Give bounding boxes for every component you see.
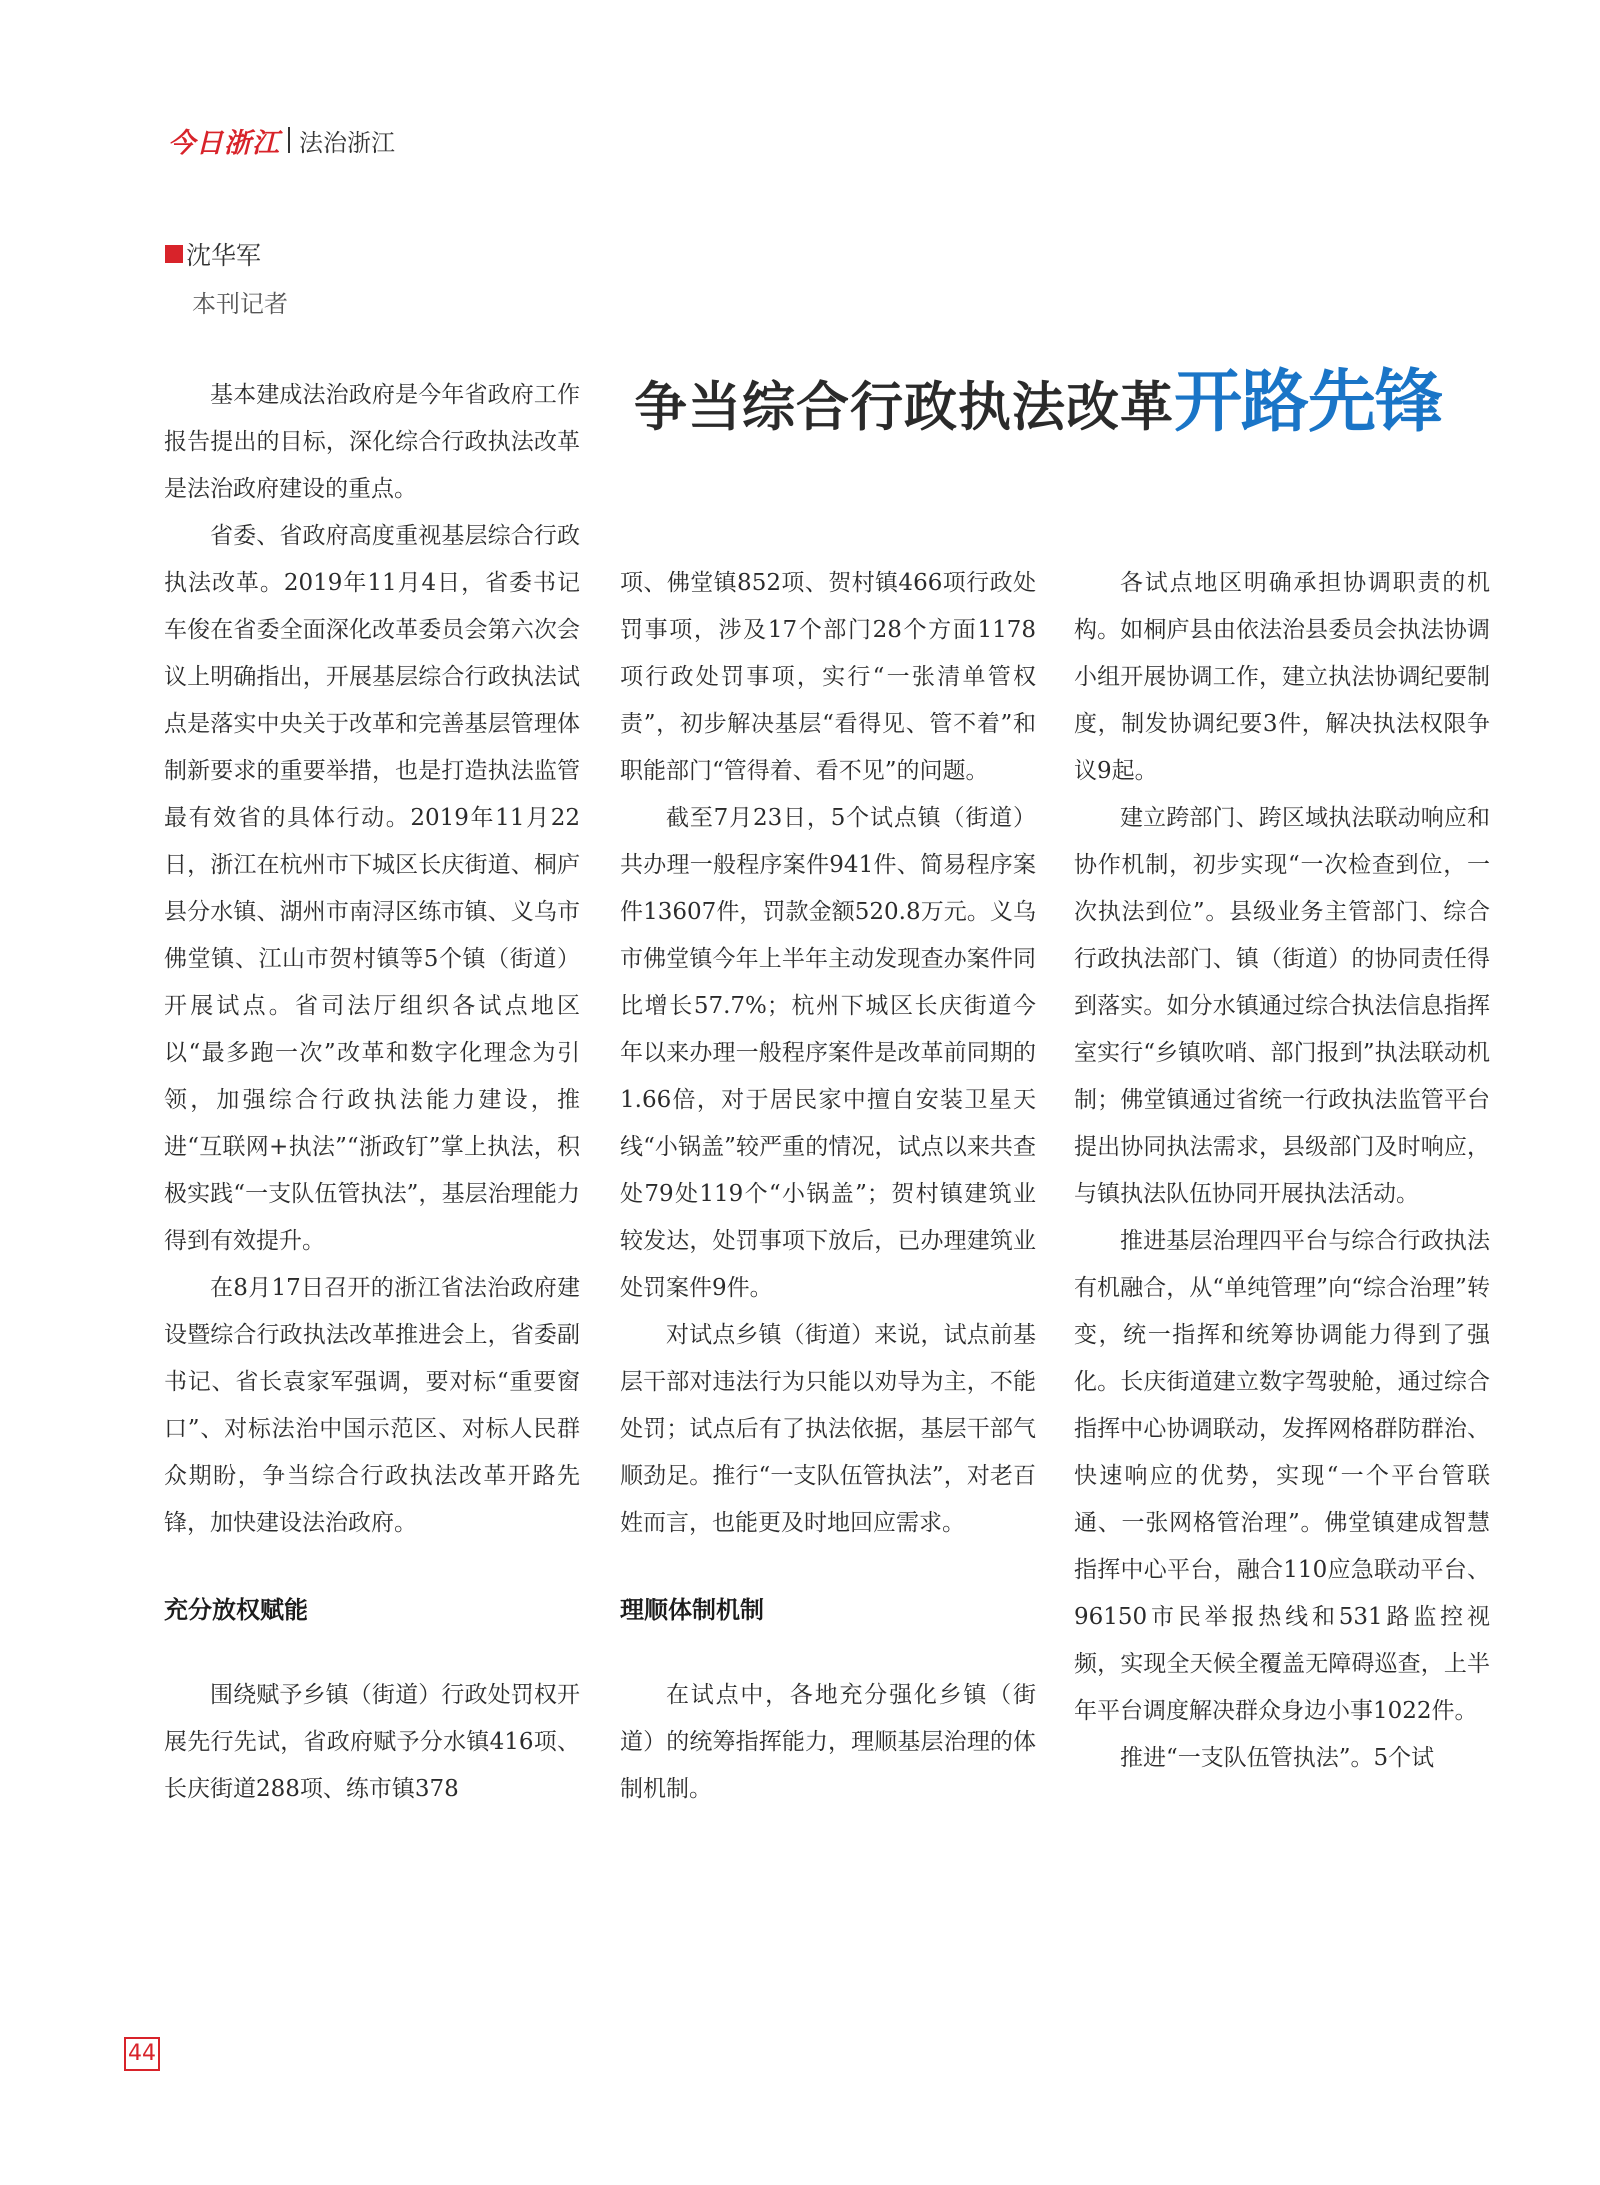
headline-accent: 开路先锋 [1174,363,1443,442]
paragraph: 建立跨部门、跨区域执法联动响应和协作机制，初步实现“一次检查到位，一次执法到位”。县级业务主管部门、综合行政执法部门、镇（街道）的协同责任得到落实。如分水镇通过综合执法信息指挥室实行“乡镇吹哨、部门报到”执法联动机制；佛堂镇通过省统一行政执法监管平台提出协同执法需求，县级部门及时响应，与镇执法队伍协同开展执法活动。 [1074,805,1490,1207]
paragraph: 基本建成法治政府是今年省政府工作报告提出的目标，深化综合行政执法改革是法治政府建设的重点。 [164,382,580,502]
paragraph: 在8月17日召开的浙江省法治政府建设暨综合行政执法改革推进会上，省委副书记、省长袁家军强调，要对标“重要窗口”、对标法治中国示范区、对标人民群众期盼，争当综合行政执法改革开路先锋，加快建设法治政府。 [164,1275,580,1536]
paragraph: 在试点中，各地充分强化乡镇（街道）的统筹指挥能力，理顺基层治理的体制机制。 [620,1682,1036,1802]
article-headline [634,358,1554,465]
section-title: 法治浙江 [299,128,395,157]
paragraph-continued: 项、佛堂镇852项、贺村镇466项行政处罚事项，涉及17个部门28个方面1178项行政处罚事项，实行“一张清单管权责”，初步解决基层“看得见、管不着”和职能部门“管得着、看不见”的问题。 [620,570,1036,784]
author-name: 沈华军 [186,241,262,270]
paragraph: 各试点地区明确承担协调职责的机构。如桐庐县由依法治县委员会执法协调小组开展协调工作，建立执法协调纪要制度，制发协调纪要3件，解决执法权限争议9起。 [1074,570,1490,784]
byline [165,236,288,319]
author [165,236,288,272]
paragraph: 推进“一支队伍管执法”。5个试 [1120,1745,1435,1771]
paragraph: 省委、省政府高度重视基层综合行政执法改革。2019年11月4日，省委书记车俊在省委全面深化改革委员会第六次会议上明确指出，开展基层综合行政执法试点是落实中央关于改革和完善基层管理体制新要求的重要举措，也是打造执法监管最有效省的具体行动。2019年11月22日，浙江在杭州市下城区长庆街道、桐庐县分水镇、湖州市南浔区练市镇、义乌市佛堂镇、江山市贺村镇等5个镇（街道）开展试点。省司法厅组织各试点地区以“最多跑一次”改革和数字化理念为引领，加强综合行政执法能力建设，推进“互联网+执法”“浙政钉”掌上执法，积极实践“一支队伍管执法”，基层治理能力得到有效提升。 [164,523,580,1254]
page-number: 44 [124,2037,160,2071]
paragraph: 对试点乡镇（街道）来说，试点前基层干部对违法行为只能以劝导为主，不能处罚；试点后有了执法依据，基层干部气顺劲足。推行“一支队伍管执法”，对老百姓而言，也能更及时地回应需求。 [620,1322,1036,1536]
header-divider [288,127,290,153]
paragraph: 推进基层治理四平台与综合行政执法有机融合，从“单纯管理”向“综合治理”转变，统一指挥和统筹协调能力得到了强化。长庆街道建立数字驾驶舱，通过综合指挥中心协调联动，发挥网格群防群治、快速响应的优势，实现“一个平台管联通、一张网格管治理”。佛堂镇建成智慧指挥中心平台，融合110应急联动平台、96150市民举报热线和531路监控视频，实现全天候全覆盖无障碍巡查，上半年平台调度解决群众身边小事1022件。 [1074,1228,1490,1724]
headline-main: 争当综合行政执法改革 [634,376,1174,438]
magazine-logo: 今日浙江 [168,127,280,159]
article-column-3 [1074,560,1490,1782]
page-header [168,122,395,158]
paragraph: 截至7月23日，5个试点镇（街道）共办理一般程序案件941件、简易程序案件13607件，罚款金额520.8万元。义乌市佛堂镇今年上半年主动发现查办案件同比增长57.7%；杭州下城区长庆街道今年以来办理一般程序案件是改革前同期的1.66倍，对于居民家中擅自安装卫星天线“小锅盖”较严重的情况，试点以来共查处79处119个“小锅盖”；贺村镇建筑业较发达，处罚事项下放后，已办理建筑业处罚案件9件。 [620,805,1036,1301]
paragraph: 围绕赋予乡镇（街道）行政处罚权开展先行先试，省政府赋予分水镇416项、长庆街道288项、练市镇378 [164,1682,580,1802]
article-column-2 [620,560,1036,1813]
section-heading: 理顺体制机制 [620,1596,764,1624]
section-heading: 充分放权赋能 [164,1596,308,1624]
article-column-1 [164,372,580,1813]
author-role: 本刊记者 [192,290,288,318]
square-bullet-icon [165,245,183,263]
